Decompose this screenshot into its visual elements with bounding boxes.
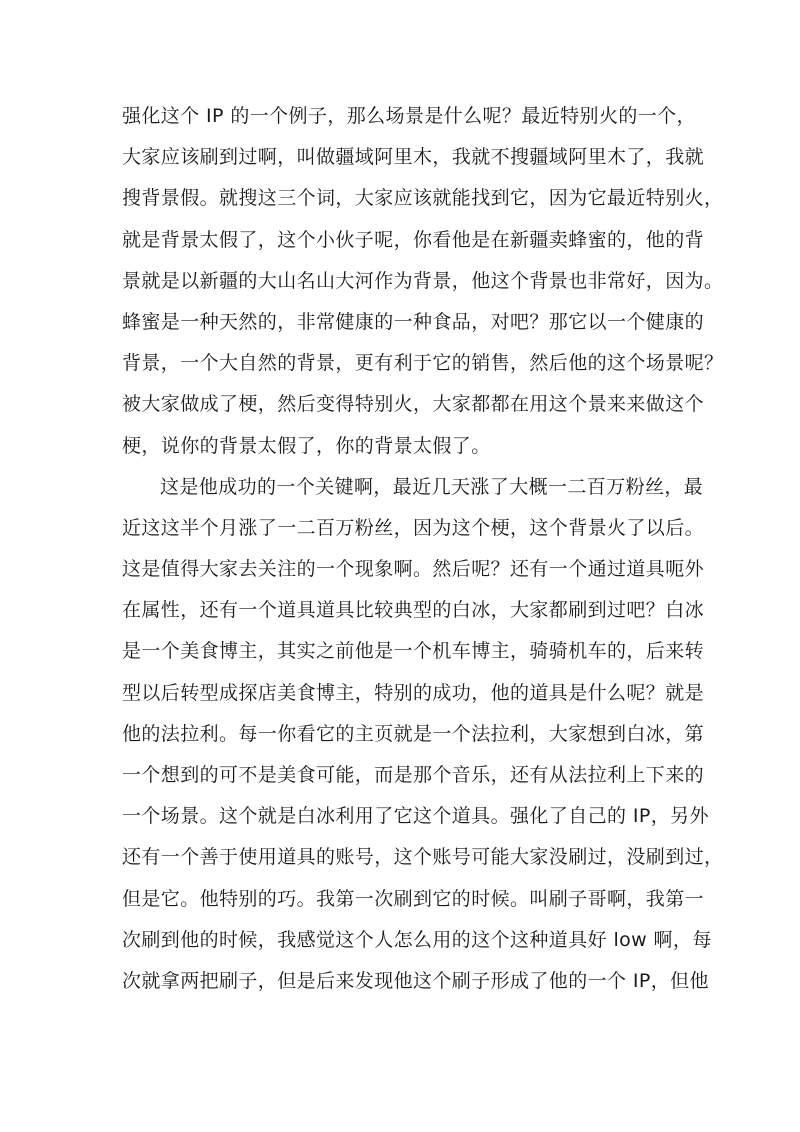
- text-line: 梗，说你的背景太假了，你的背景太假了。: [122, 434, 491, 457]
- text-line: 还有一个善于使用道具的账号，这个账号可能大家没刷过，没刷到过，: [122, 846, 724, 869]
- text-line: 一个场景。这个就是白冰利用了它这个道具。强化了自己的 IP，另外: [122, 805, 709, 828]
- text-line: 搜背景假。就搜这三个词，大家应该就能找到它，因为它最近特别火，: [122, 187, 724, 210]
- text-line: 蜂蜜是一种天然的，非常健康的一种食品，对吧？那它以一个健康的: [122, 310, 705, 333]
- text-line: 一个想到的可不是美食可能，而是那个音乐，还有从法拉利上下来的: [122, 764, 705, 786]
- text-line: 背景，一个大自然的背景，更有利于它的销售，然后他的这个场景呢？: [122, 352, 724, 375]
- text-line: 就是背景太假了，这个小伙子呢，你看他是在新疆卖蜂蜜的，他的背: [122, 228, 705, 251]
- text-line: 强化这个 IP 的一个例子，那么场景是什么呢？最近特别火的一个，: [122, 105, 696, 127]
- text-line: 是一个美食博主，其实之前他是一个机车博主，骑骑机车的，后来转: [122, 640, 705, 663]
- text-line: 但是它。他特别的巧。我第一次刷到它的时候。叫刷子哥啊，我第一: [122, 887, 705, 910]
- text-line: 景就是以新疆的大山名山大河作为背景，他这个背景也非常好，因为。: [122, 269, 724, 292]
- text-line: 在属性，还有一个道具道具比较典型的白冰，大家都刷到过吧？白冰: [122, 599, 705, 622]
- paragraph-start-line: 这是他成功的一个关键啊，最近几天涨了大概一二百万粉丝，最: [160, 475, 704, 498]
- text-line: 这是值得大家去关注的一个现象啊。然后呢？还有一个通过道具呃外: [122, 558, 705, 581]
- text-line: 被大家做成了梗，然后变得特别火，大家都都在用这个景来来做这个: [122, 393, 705, 416]
- text-line: 次刷到他的时候，我感觉这个人怎么用的这个这种道具好 low 啊，每: [122, 928, 712, 951]
- text-line: 次就拿两把刷子，但是后来发现他这个刷子形成了他的一个 IP，但他: [122, 969, 709, 992]
- text-line: 近这这半个月涨了一二百万粉丝，因为这个梗，这个背景火了以后。: [122, 516, 705, 539]
- text-line: 他的法拉利。每一你看它的主页就是一个法拉利，大家想到白冰，第: [122, 722, 705, 745]
- text-line: 型以后转型成探店美食博主，特别的成功，他的道具是什么呢？就是: [122, 681, 705, 704]
- text-line: 大家应该刷到过啊，叫做疆域阿里木，我就不搜疆域阿里木了，我就: [122, 146, 705, 169]
- body-text: [122, 96, 724, 1002]
